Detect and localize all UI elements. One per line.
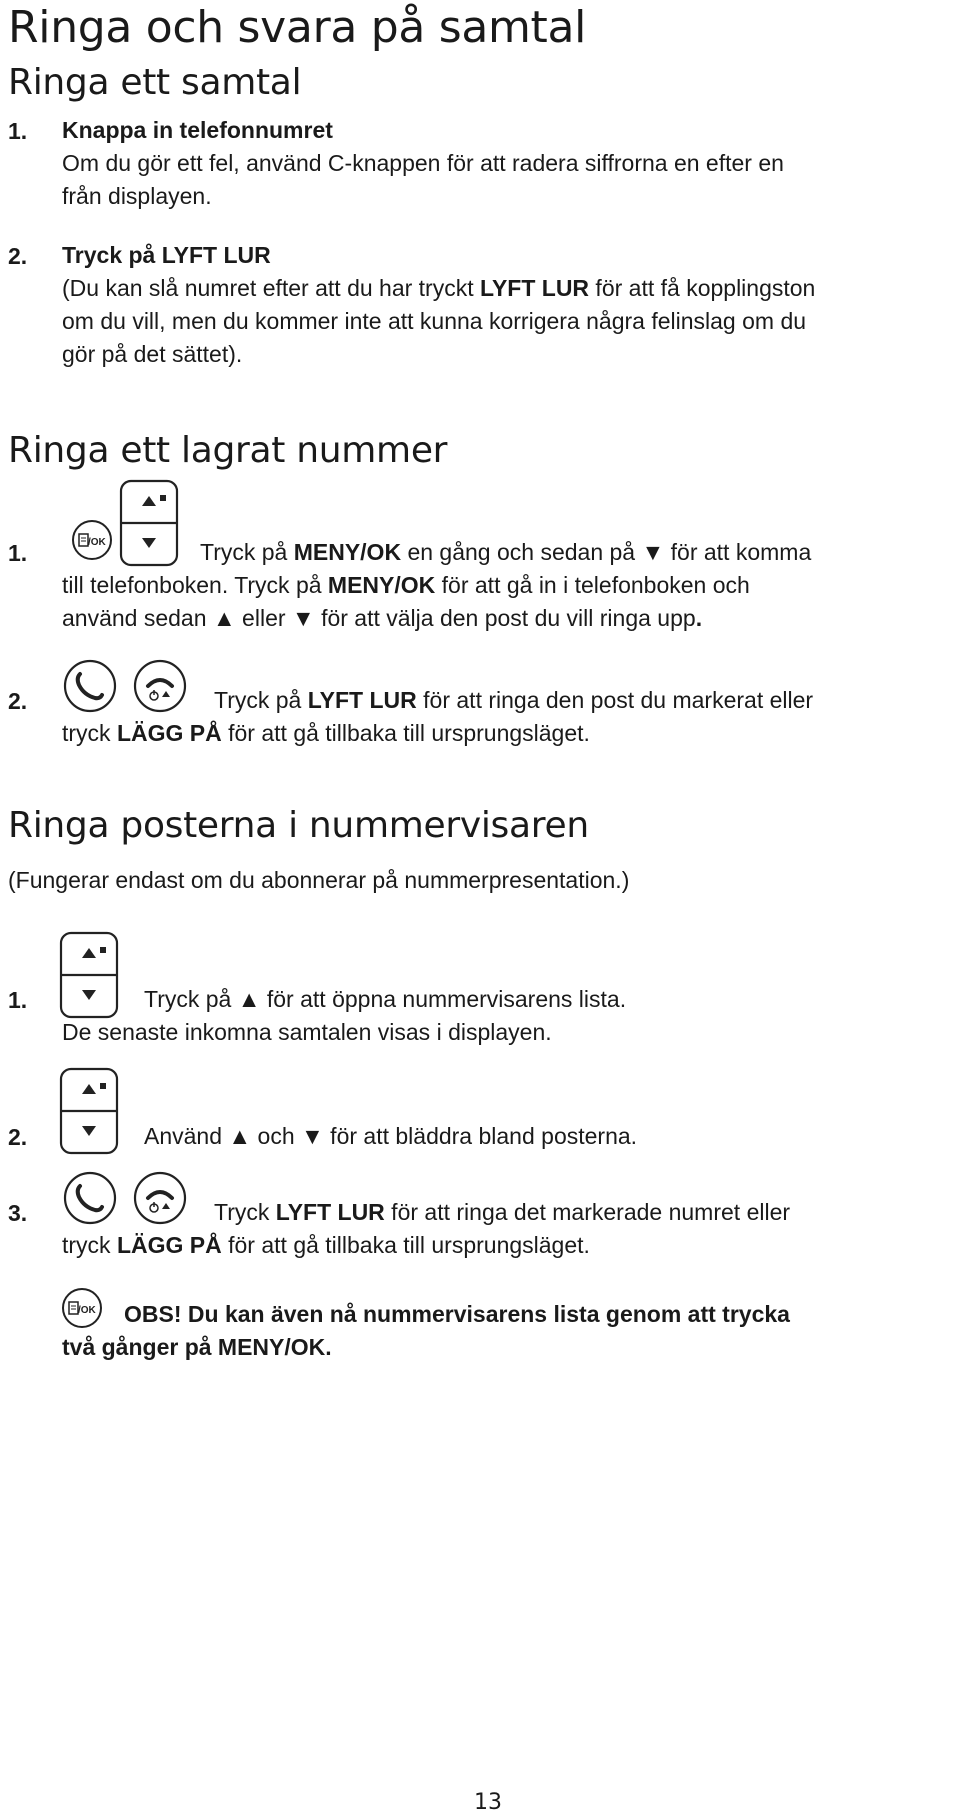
step-number: 2.: [8, 688, 28, 714]
step-line: från displayen.: [62, 183, 212, 209]
step-title: Knappa in telefonnumret: [62, 117, 333, 143]
section-heading-ringa-ett-samtal: Ringa ett samtal: [8, 62, 302, 103]
step-title: Tryck på LYFT LUR: [62, 242, 271, 268]
step-number: 1.: [8, 987, 28, 1013]
section-heading-ringa-ett-lagrat-nummer: Ringa ett lagrat nummer: [8, 430, 448, 471]
step-line: tryck LÄGG PÅ för att gå tillbaka till ursprungsläget.: [62, 1232, 590, 1258]
step-line: gör på det sättet).: [62, 341, 243, 367]
step-line: (Du kan slå numret efter att du har tryckt LYFT LUR för att få kopplingston: [62, 275, 816, 301]
step-line: använd sedan ▲ eller ▼ för att välja den post du vill ringa upp.: [62, 605, 703, 631]
page-title: Ringa och svara på samtal: [8, 2, 587, 53]
step-line: Tryck på MENY/OK en gång och sedan på ▼ för att komma: [200, 539, 812, 565]
obs-note: OBS! Du kan även nå nummervisarens lista genom att trycka: [124, 1301, 790, 1327]
step-line: De senaste inkomna samtalen visas i displayen.: [62, 1019, 552, 1045]
section-heading-ringa-posterna: Ringa posterna i nummervisaren: [8, 805, 589, 846]
obs-note: två gånger på MENY/OK.: [62, 1334, 332, 1360]
step-line: tryck LÄGG PÅ för att gå tillbaka till ursprungsläget.: [62, 720, 590, 746]
section-note: (Fungerar endast om du abonnerar på nummerpresentation.): [8, 867, 630, 893]
step-number: 1.: [8, 540, 28, 566]
svg-text:/OK: /OK: [88, 537, 106, 548]
step-number: 2.: [8, 243, 28, 269]
step-number: 1.: [8, 118, 28, 144]
menu-ok-button-icon: [70, 518, 114, 562]
step-line: om du vill, men du kommer inte att kunna korrigera några felinslag om du: [62, 308, 807, 334]
step-line: Om du gör ett fel, använd C-knappen för att radera siffrorna en efter en: [62, 150, 784, 176]
navigation-key-icon: [58, 930, 120, 1020]
step-line: Tryck LYFT LUR för att ringa det markerade numret eller: [214, 1199, 791, 1225]
menu-ok-button-icon: [60, 1286, 104, 1330]
navigation-key-icon: [118, 478, 180, 568]
page-number: 13: [474, 1790, 502, 1815]
step-number: 3.: [8, 1200, 28, 1226]
step-line: till telefonboken. Tryck på MENY/OK för att gå in i telefonboken och: [62, 572, 750, 598]
lift-receiver-icon: [62, 1170, 118, 1226]
navigation-key-icon: [58, 1066, 120, 1156]
step-text: [62, 239, 815, 371]
step-number: 2.: [8, 1124, 28, 1150]
step-text: [62, 569, 750, 635]
hang-up-icon: [132, 658, 188, 714]
step-line: Tryck på LYFT LUR för att ringa den post du markerat eller: [214, 687, 814, 713]
hang-up-icon: [132, 1170, 188, 1226]
lift-receiver-icon: [62, 658, 118, 714]
step-line: Använd ▲ och ▼ för att bläddra bland posterna.: [144, 1123, 638, 1149]
svg-text:/OK: /OK: [78, 1305, 96, 1316]
step-line: Tryck på ▲ för att öppna nummervisarens lista.: [144, 986, 627, 1012]
step-text: [62, 114, 784, 213]
